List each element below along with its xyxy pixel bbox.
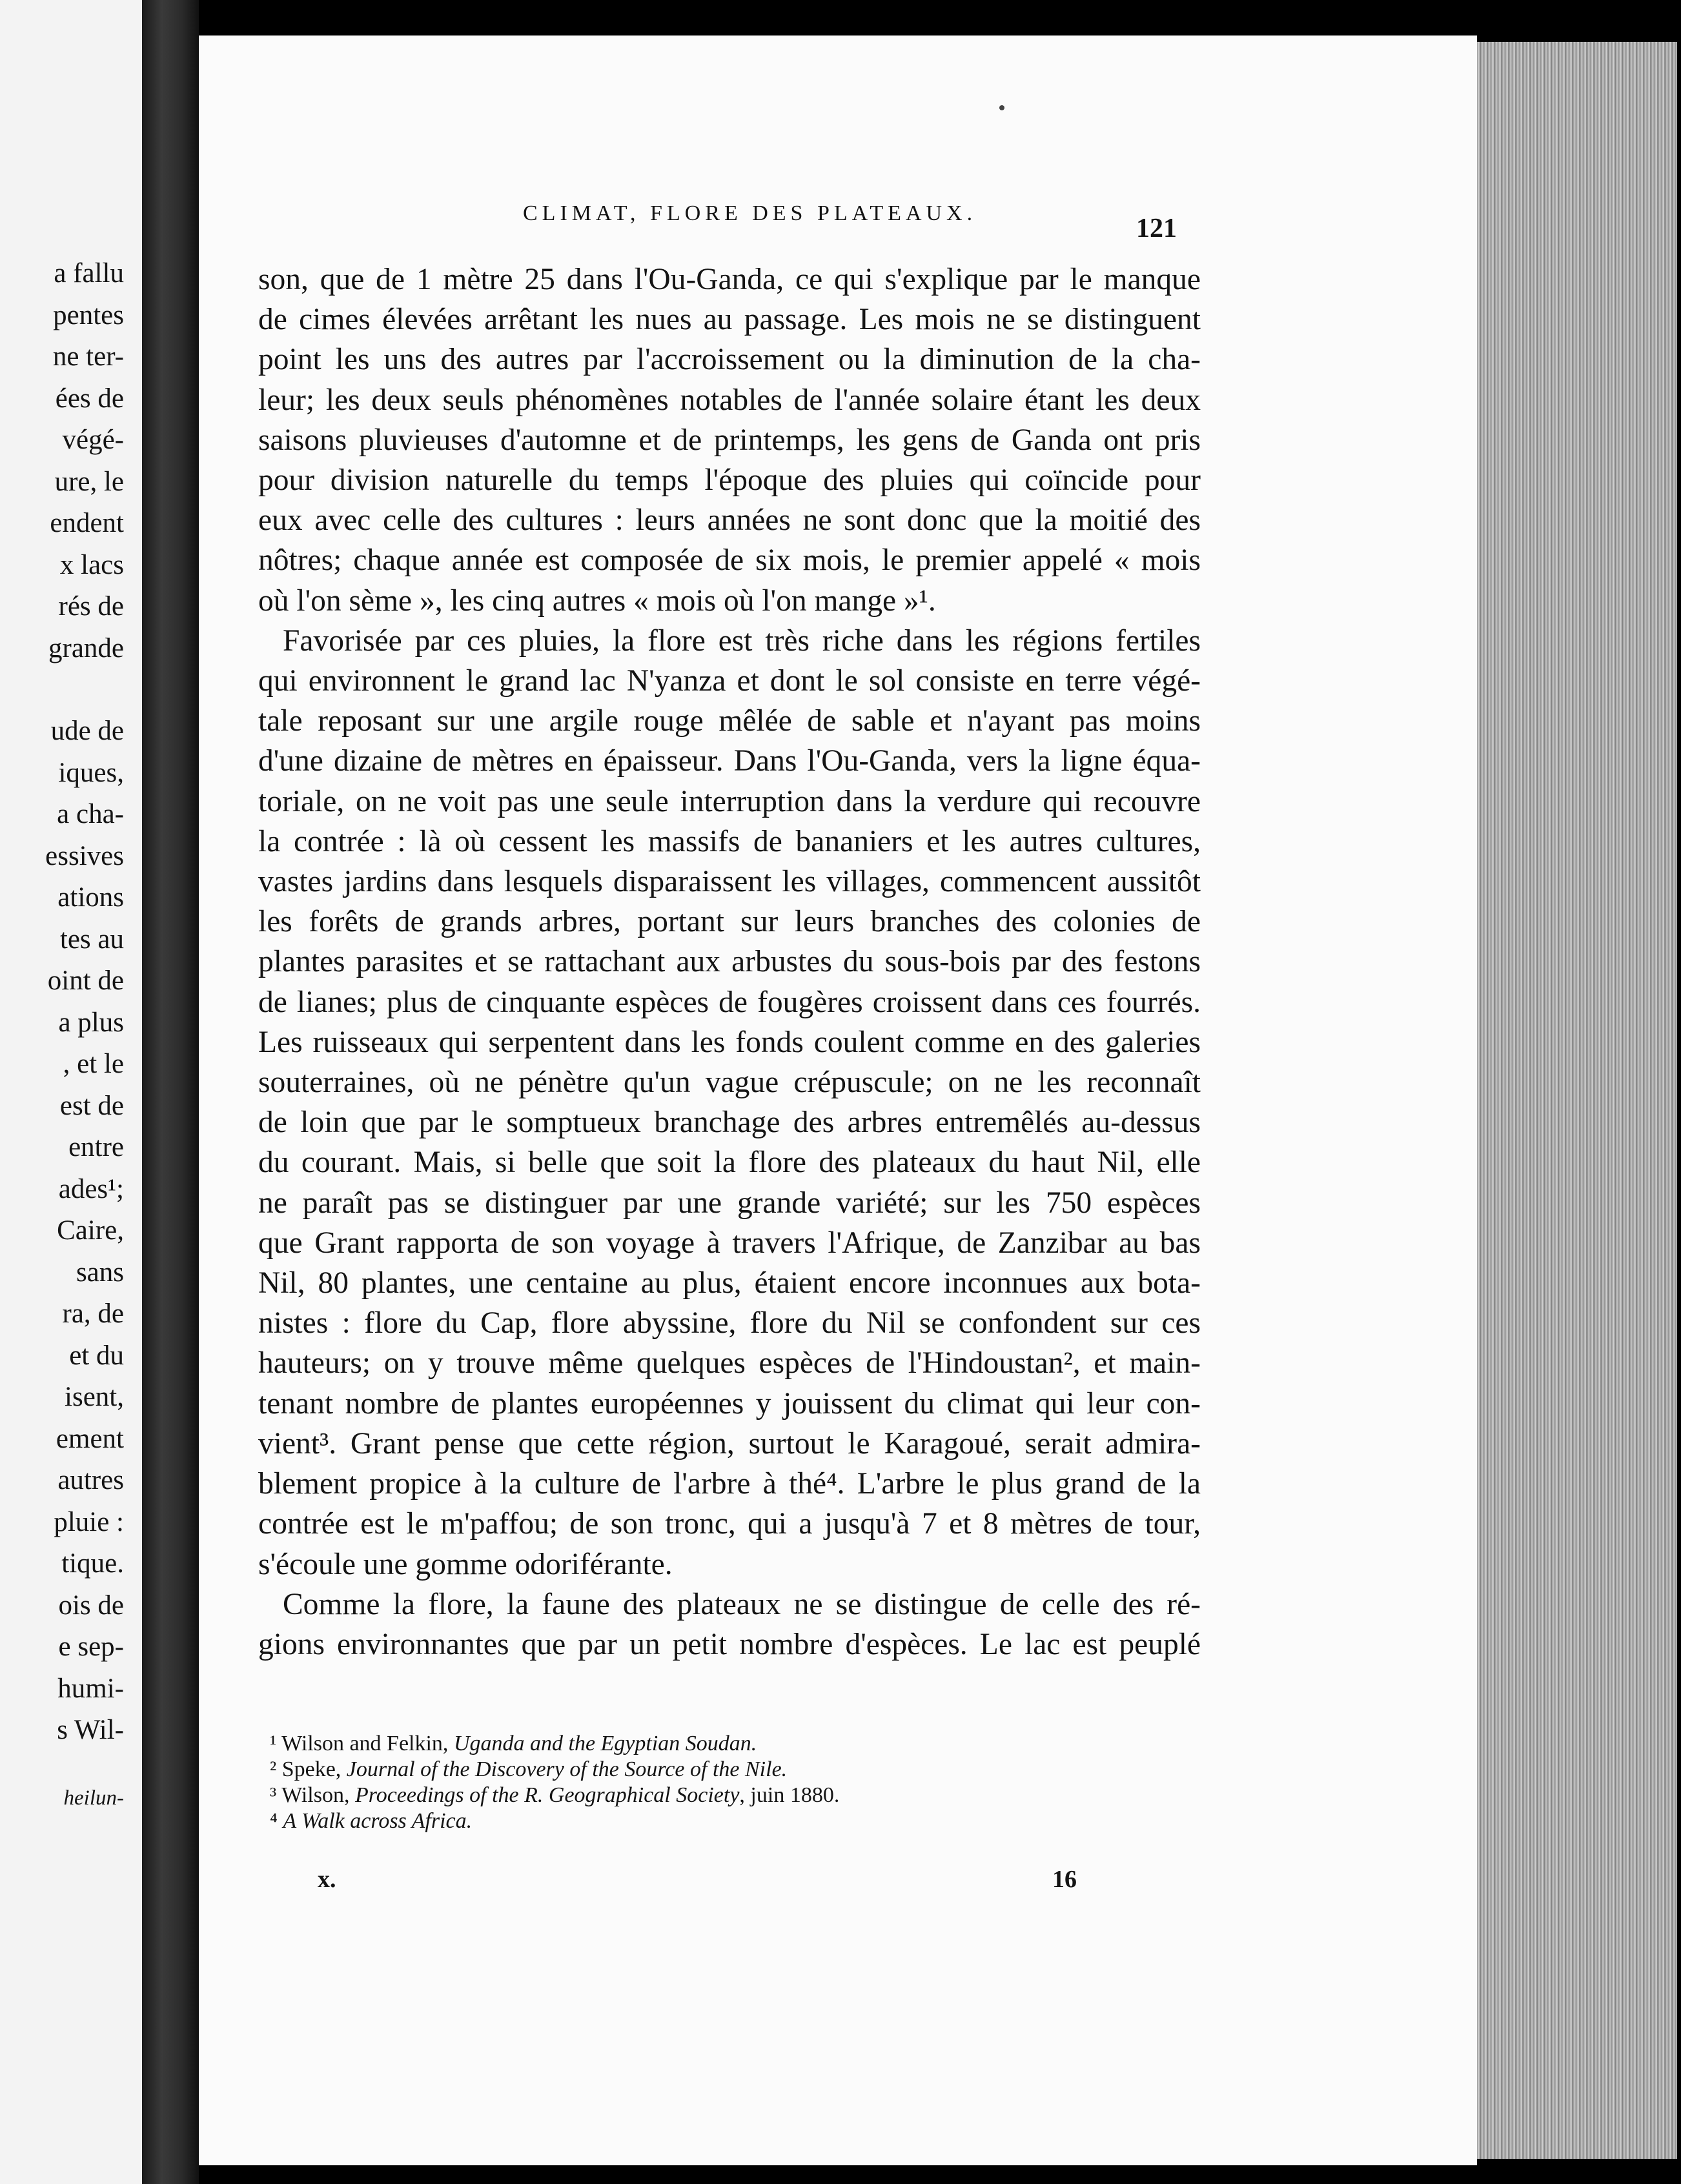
footnote (270, 1731, 1199, 1757)
text-line: d'une dizaine de mètres en épaisseur. Dans l'Ou-Ganda, vers la ligne équa- (258, 744, 1201, 778)
text-line: tenant nombre de plantes européennes y jouissent du climat qui leur con- (258, 1386, 1201, 1421)
facing-line: oint de (47, 966, 124, 996)
facing-line: pentes (53, 299, 124, 330)
text-line: ne paraît pas se distinguer par une grande variété; sur les 750 espèces (258, 1186, 1201, 1220)
facing-line: tes au (59, 924, 124, 955)
page-edges (1477, 42, 1677, 2159)
text-line: Nil, 80 plantes, une centaine au plus, étaient encore inconnues aux bota- (258, 1266, 1201, 1300)
print-mark (999, 105, 1004, 110)
text-line: du courant. Mais, si belle que soit la flore des plateaux du haut Nil, elle (258, 1146, 1201, 1180)
facing-line: tique. (61, 1548, 124, 1579)
footnote-title: Proceedings of the R. Geographical Society (354, 1783, 740, 1807)
facing-line: ude de (50, 716, 124, 746)
facing-line: a fallu (54, 258, 124, 288)
footnote-title: Journal of the Discovery of the Source of the Nile. (346, 1757, 788, 1781)
facing-line (45, 669, 124, 711)
facing-line: ra, de (62, 1299, 124, 1329)
footnote-title: A Walk across Africa. (283, 1809, 473, 1833)
footnote-author: Speke, (281, 1757, 347, 1781)
facing-line: essives (45, 840, 124, 871)
text-line: toriale, on ne voit pas une seule interruption dans la verdure qui recouvre (258, 784, 1201, 818)
paragraph (258, 259, 1201, 621)
text-line: de lianes; plus de cinquante espèces de fougères croissent dans ces fourrés. (258, 985, 1201, 1019)
text-line: de cimes élevées arrêtant les nues au passage. Les mois ne se distinguent (258, 303, 1201, 337)
sheet-number: 16 (1052, 1866, 1077, 1893)
facing-line: est de (59, 1090, 124, 1121)
signature-mark: x. (318, 1866, 336, 1893)
facing-line: isent, (65, 1382, 124, 1412)
facing-line: grande (48, 632, 124, 663)
book-gutter (142, 0, 199, 2184)
facing-line: Caire, (57, 1215, 124, 1246)
text-line: son, que de 1 mètre 25 dans l'Ou-Ganda, ce qui s'explique par le manque (258, 263, 1201, 296)
footnote-mark: ³ (270, 1783, 282, 1807)
text-line: plantes parasites et se rattachant aux arbustes du sous-bois par des festons (258, 945, 1201, 979)
text-line: nôtres; chaque année est composée de six mois, le premier appelé « mois (258, 543, 1201, 578)
text-line: où l'on sème », les cinq autres « mois où l'on mange »¹. (258, 583, 936, 618)
text-line: qui environnent le grand lac N'yanza et dont le sol consiste en terre végé- (258, 664, 1201, 698)
facing-line: ement (56, 1423, 124, 1454)
text-line: point les uns des autres par l'accroissement ou la diminution de la cha- (258, 343, 1201, 377)
text-line: saisons pluvieuses d'automne et de printemps, les gens de Ganda ont pris (258, 423, 1201, 457)
footnote-mark: ² (270, 1757, 282, 1781)
text-line: que Grant rapporta de son voyage à travers l'Afrique, de Zanzibar au bas (258, 1226, 1201, 1260)
facing-line: ois de (58, 1590, 124, 1621)
facing-line: x lacs (59, 549, 124, 580)
facing-footnote: heilun- (63, 1786, 124, 1810)
facing-line: humi- (57, 1673, 124, 1704)
footnote-title: Uganda and the Egyptian Soudan. (453, 1732, 757, 1755)
footnote-date: , juin 1880. (739, 1783, 840, 1807)
footnote (270, 1757, 1199, 1783)
text-line: leur; les deux seuls phénomènes notables de l'année solaire étant les deux (258, 383, 1201, 417)
running-title: CLIMAT, FLORE DES PLATEAUX. (523, 201, 977, 225)
text-line: pour division naturelle du temps l'époque des pluies qui coïncide pour (258, 463, 1201, 498)
facing-line: ations (57, 882, 124, 913)
text-line: Comme la flore, la faune des plateaux ne se distingue de celle des ré- (283, 1587, 1201, 1621)
facing-line: a plus (58, 1007, 124, 1038)
facing-line: végé- (62, 425, 124, 455)
text-line: les forêts de grands arbres, portant sur leurs branches des colonies de (258, 905, 1201, 939)
text-line: nistes : flore du Cap, flore abyssine, flore du Nil se confondent sur ces (258, 1306, 1201, 1340)
facing-line: ne ter- (52, 341, 124, 372)
text-line: souterraines, où ne pénètre qu'un vague crépuscule; on ne les reconnaît (258, 1066, 1201, 1100)
footnote-author: Wilson and Felkin, (281, 1732, 454, 1755)
text-line: gions environnantes que par un petit nombre d'espèces. Le lac est peuplé (258, 1627, 1201, 1661)
text-line: de loin que par le somptueux branchage des arbres entremêlés au-dessus (258, 1106, 1201, 1140)
text-line: vient³. Grant pense que cette région, surtout le Karagoué, serait admira- (258, 1426, 1201, 1461)
footnotes (270, 1731, 1199, 1834)
facing-line: autres (57, 1465, 124, 1495)
facing-line: ure, le (54, 466, 124, 497)
footnote-mark: ¹ (270, 1732, 282, 1755)
facing-line: s Wil- (57, 1715, 124, 1745)
facing-line: ées de (55, 383, 124, 414)
facing-line: pluie : (54, 1506, 124, 1537)
text-line: contrée est le m'paffou; de son tronc, qui a jusqu'à 7 et 8 mètres de tour, (258, 1507, 1201, 1541)
facing-line: endent (50, 508, 124, 538)
facing-page-text (45, 253, 124, 1819)
text-line: hauteurs; on y trouve même quelques espèces de l'Hindoustan², et main- (258, 1346, 1201, 1380)
footnote-mark: ⁴ (270, 1809, 283, 1833)
page-number: 121 (1136, 214, 1177, 243)
text-line: s'écoule une gomme odoriférante. (258, 1547, 673, 1581)
footnote-author: Wilson, (281, 1783, 355, 1807)
footnote (270, 1808, 1199, 1834)
footnote (270, 1783, 1199, 1808)
facing-line: rés de (58, 591, 124, 622)
facing-line: ades¹; (58, 1173, 124, 1204)
text-line: eux avec celle des cultures : leurs années ne sont donc que la moitié des (258, 503, 1201, 538)
text-line: blement propice à la culture de l'arbre à thé⁴. L'arbre le plus grand de la (258, 1467, 1201, 1501)
paragraph (258, 621, 1201, 1584)
facing-page-left (0, 0, 142, 2184)
facing-line: entre (68, 1132, 124, 1162)
facing-line: iques, (58, 757, 124, 788)
text-line: Les ruisseaux qui serpentent dans les fonds coulent comme en des galeries (258, 1025, 1201, 1059)
paragraph (258, 1584, 1201, 1664)
text-line: Favorisée par ces pluies, la flore est très riche dans les régions fertiles (283, 623, 1201, 658)
text-line: vastes jardins dans lesquels disparaissent les villages, commencent aussitôt (258, 865, 1201, 899)
facing-line: , et le (63, 1049, 124, 1079)
facing-line: e sep- (58, 1632, 124, 1662)
facing-line: sans (76, 1257, 124, 1288)
facing-line: et du (69, 1340, 124, 1371)
facing-line: a cha- (57, 799, 124, 829)
body-text (258, 259, 1201, 1664)
text-line: tale reposant sur une argile rouge mêlée de sable et n'ayant pas moins (258, 704, 1201, 738)
text-line: la contrée : là où cessent les massifs de bananiers et les autres cultures, (258, 824, 1201, 858)
